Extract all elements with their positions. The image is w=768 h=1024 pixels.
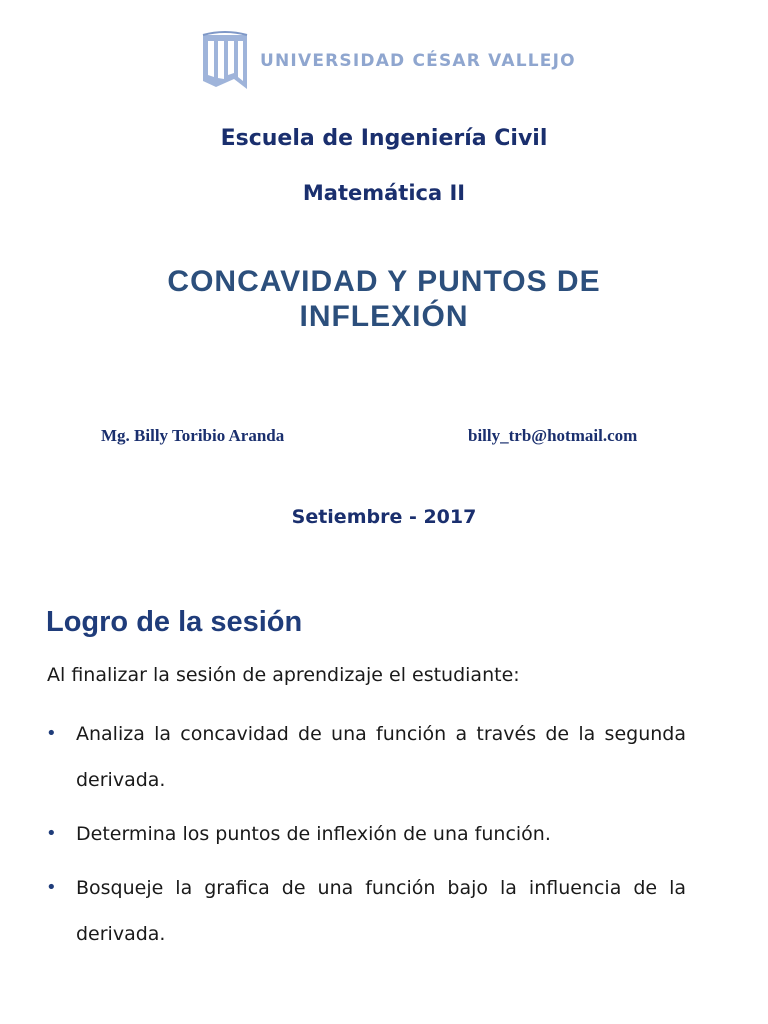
objective-text: Determina los puntos de inflexión de una función. <box>76 823 551 845</box>
bullet-icon: • <box>46 823 57 844</box>
author-email: billy_trb@hotmail.com <box>468 426 638 445</box>
objectives-intro: Al finalizar la sesión de aprendizaje el estudiante: <box>47 664 520 686</box>
school-name: Escuela de Ingeniería Civil <box>220 126 548 151</box>
objective-text: Bosqueje la grafica de una función bajo la influencia de la derivada. <box>76 877 686 945</box>
course-name: Matemática II <box>302 181 466 205</box>
topic-title-line1: CONCAVIDAD Y PUNTOS DE <box>167 265 601 298</box>
list-item <box>46 865 686 957</box>
topic-title-line2: INFLEXIÓN <box>299 300 469 333</box>
list-item <box>46 711 686 803</box>
university-logo <box>200 30 576 92</box>
objectives-slide <box>0 576 768 1024</box>
objectives-title: Logro de la sesión <box>46 606 303 638</box>
university-name: UNIVERSIDAD CÉSAR VALLEJO <box>260 51 576 71</box>
author-name: Mg. Billy Toribio Aranda <box>101 426 285 445</box>
objective-text: Analiza la concavidad de una función a través de la segunda derivada. <box>76 723 686 791</box>
objectives-list <box>46 711 686 965</box>
presentation-date: Setiembre - 2017 <box>291 506 477 528</box>
university-crest-icon <box>200 31 250 91</box>
topic-title <box>120 264 648 334</box>
list-item <box>46 811 686 857</box>
bullet-icon: • <box>46 877 57 898</box>
bullet-icon: • <box>46 723 57 744</box>
